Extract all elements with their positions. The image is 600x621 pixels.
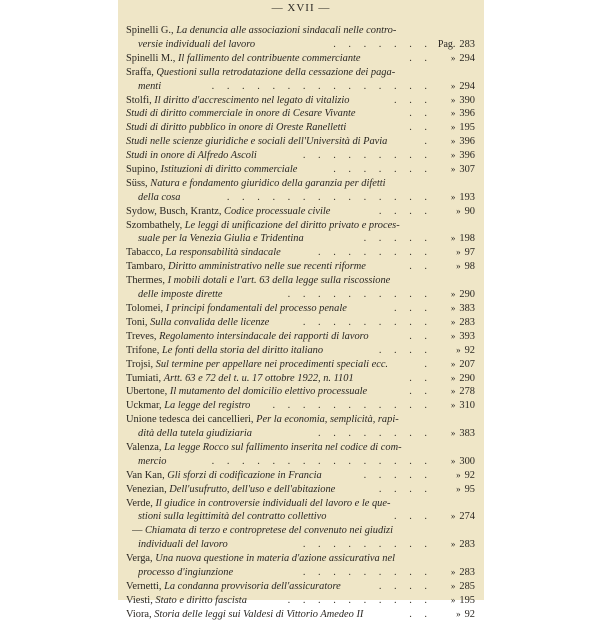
leader-dots: . [424, 136, 432, 148]
entry-author: Tambaro, [126, 261, 168, 273]
entry-text [138, 288, 222, 301]
page-prefix: » [450, 594, 456, 605]
page-prefix: » [456, 261, 461, 272]
entry-text [138, 538, 228, 551]
leader-dots: . . . . . [363, 233, 432, 245]
page-prefix: » [450, 108, 456, 119]
entry-title: delle imposte dirette [138, 289, 223, 301]
entry-title: suale per la Venezia Giulia e Tridentina [138, 233, 304, 245]
page-prefix: » [456, 469, 461, 480]
entry-line [126, 177, 484, 190]
entry-text [126, 302, 347, 315]
entry-author: Viesti, [126, 594, 156, 606]
entry-title: Sulla convalida delle licenze [150, 316, 270, 328]
page-number: 195 [459, 594, 475, 606]
page-prefix: » [450, 455, 456, 466]
page-reference [425, 385, 475, 398]
entry-title: Diritto amministrativo nelle sue recenti riforme [167, 261, 366, 273]
page-number: 393 [459, 330, 475, 342]
page-prefix: » [450, 122, 456, 133]
entry-author: Viora, [126, 608, 155, 620]
entry-line [126, 399, 484, 412]
entry-author: Tabacco, [126, 247, 166, 259]
page-prefix: » [450, 94, 456, 105]
page-reference [425, 149, 475, 162]
entry-line [126, 413, 484, 426]
leader-dots: . [424, 358, 432, 370]
leader-dots: . . . . . . . . . . [287, 594, 432, 606]
entry-text [126, 274, 390, 287]
entry-author: Szombathely, [126, 219, 185, 231]
page-header: — XVII — [271, 2, 331, 14]
entry-author: Toni, [126, 316, 151, 328]
entry-title: Chiamata di terzo e contropretese del convenuto nei giudizi [145, 525, 393, 537]
leader-dots: . . . . . . . . [318, 428, 432, 440]
leader-dots: . . . . . . . . [318, 247, 432, 259]
leader-dots: . . [409, 608, 432, 620]
page-number: 396 [459, 136, 475, 148]
entry-line [126, 52, 484, 65]
leader-dots: . . . . . . . . . . . . . . [226, 191, 432, 203]
entry-text [126, 260, 366, 273]
entry-author: Spinelli M., [126, 52, 178, 64]
page-reference [425, 135, 475, 148]
page-reference [425, 399, 475, 412]
leader-dots: . . . . . . . . . [302, 567, 432, 579]
leader-dots: . . [409, 122, 432, 134]
entry-text [126, 497, 390, 510]
entry-line [126, 580, 484, 593]
entry-line [126, 372, 484, 385]
page-prefix: » [456, 205, 461, 216]
page-reference [425, 80, 475, 93]
entry-text [126, 316, 269, 329]
entry-title: individuali del lavoro [138, 539, 228, 551]
entry-title: menti [138, 80, 162, 92]
entry-line [138, 566, 484, 579]
entry-author: — [132, 525, 145, 537]
entry-author: Thermes, [126, 275, 168, 287]
entry-line [126, 469, 484, 482]
page-prefix: » [450, 303, 456, 313]
entry-author: Treves, [126, 330, 160, 342]
entry-text [126, 149, 257, 162]
page-number: 198 [459, 233, 475, 245]
page-prefix: » [450, 150, 456, 161]
page-reference [425, 372, 475, 385]
entry-text [138, 510, 326, 523]
entry-title: Il fallimento del contribuente commerciante [177, 52, 361, 64]
entry-title: La responsabilità sindacale [165, 247, 281, 259]
entry-line [138, 538, 484, 551]
page-reference [425, 538, 475, 551]
entry-author: Tumiati, [126, 372, 164, 384]
leader-dots: . . . . . . . . . . [287, 289, 432, 301]
leader-dots: . . . . . . . . . . . [272, 400, 432, 412]
page-number: 92 [464, 608, 475, 620]
page-number: 193 [459, 191, 475, 203]
entry-author: Valenza, [126, 442, 165, 453]
entry-text [126, 372, 354, 385]
leader-dots: . . . . . . . . . . . . . . . [211, 80, 432, 92]
entry-text [138, 455, 166, 468]
page-number: 294 [459, 52, 475, 64]
entry-text [126, 441, 402, 454]
leader-dots: . . . . [378, 205, 432, 217]
page-reference [425, 483, 475, 496]
entry-title: della cosa [138, 191, 181, 203]
entry-author: Verga, [126, 553, 156, 565]
entry-line [126, 274, 484, 287]
entry-line [126, 24, 484, 37]
entry-text [126, 580, 341, 593]
entry-title: Per la economia, semplicità, rapi- [256, 414, 399, 426]
entry-author: Trifone, [126, 344, 162, 356]
page-prefix: » [450, 52, 456, 63]
entry-title: I mobili dotali e l'art. 63 della legge sulla riscossione [167, 275, 391, 287]
entry-line [126, 302, 484, 315]
entry-title: Una nuova questione in materia d'azione assicurativa nel [155, 553, 395, 565]
entry-title: Il giudice in controversie individuali del lavoro e le que- [155, 497, 391, 509]
entry-line [126, 441, 484, 454]
page-prefix: » [456, 483, 461, 494]
page-number: 283 [459, 539, 475, 551]
page-reference [425, 107, 475, 120]
entry-title: Il mutamento del domicilio elettivo processuale [169, 386, 368, 398]
leader-dots: . . . . . . . [333, 164, 432, 175]
entry-text [126, 246, 281, 259]
page-number: 283 [459, 38, 475, 50]
entry-author: Tolomei, [126, 303, 166, 314]
page-prefix: » [450, 372, 456, 383]
entry-line [126, 330, 484, 343]
page-number: 195 [459, 122, 475, 134]
page-prefix: » [456, 247, 461, 258]
page-number: 95 [464, 483, 475, 495]
entry-title: Artt. 63 e 72 del t. u. 17 ottobre 1922, n. 1101 [163, 372, 354, 384]
entry-author: Van Kan, [126, 469, 168, 481]
entry-author: Uckmar, [126, 400, 165, 412]
page-number: 383 [459, 303, 475, 314]
page-reference [425, 232, 475, 245]
page-prefix: » [450, 289, 456, 300]
entry-line [138, 510, 484, 523]
page-number: 90 [464, 205, 475, 217]
leader-dots: . . . [394, 511, 432, 523]
entry-line [138, 455, 484, 468]
entry-author: Süss, [126, 177, 151, 189]
entry-text [126, 344, 323, 357]
entry-title: I principi fondamentali del processo penale [165, 303, 347, 314]
entry-title: Storia delle leggi sui Valdesi di Vittorio Amedeo II [154, 608, 364, 620]
page-number: 307 [459, 164, 475, 175]
page-reference [425, 358, 475, 371]
leader-dots: . . [409, 52, 432, 64]
entry-line [138, 38, 484, 51]
leader-dots: . . [409, 330, 432, 342]
entry-title: Sul termine per appellare nei procedimenti speciali ecc. [155, 358, 389, 370]
page-number: 383 [459, 428, 475, 440]
entry-text [126, 552, 395, 565]
entry-title: Studi in onore di Alfredo Ascoli [126, 150, 257, 162]
entry-text [126, 483, 335, 496]
entry-title: dità della tutela giudiziaria [138, 428, 253, 440]
page-reference [425, 455, 475, 468]
page-reference [425, 288, 475, 301]
entry-text [126, 52, 361, 65]
entry-author: Sraffa, [126, 66, 157, 78]
entry-line [138, 288, 484, 301]
page-number: 274 [459, 511, 475, 523]
entry-title: Istituzioni di diritto commerciale [160, 164, 298, 175]
entry-author: Stolfi, [126, 94, 155, 106]
entry-line [126, 219, 484, 232]
entry-title: La condanna provvisoria dell'assicuratore [164, 581, 341, 592]
page-prefix: » [450, 428, 456, 439]
page-prefix: » [450, 233, 456, 244]
entry-line [138, 427, 484, 440]
entry-title: Il diritto d'accrescimento nel legato di vitalizio [154, 94, 350, 106]
page-reference [425, 510, 475, 523]
leader-dots: . . . . . . . . . [302, 539, 432, 551]
leader-dots: . . . . . . . . . . . . . . . [211, 455, 432, 467]
entry-line [126, 608, 484, 621]
page-reference [425, 316, 475, 329]
entry-text [138, 232, 304, 245]
page-number: 283 [459, 316, 475, 328]
entry-text [132, 524, 393, 537]
entry-author: Supino, [126, 164, 161, 175]
page-number: 396 [459, 150, 475, 162]
entry-line [126, 205, 484, 218]
entry-title: Dell'usufrutto, dell'uso e dell'abitazione [169, 483, 336, 495]
entry-text [126, 413, 399, 426]
entry-text [126, 94, 349, 107]
page-prefix: » [450, 316, 456, 327]
entry-text [138, 80, 161, 93]
page-prefix: » [456, 608, 461, 619]
entry-title: Le fonti della storia del diritto italiano [162, 344, 324, 356]
page-reference [425, 260, 475, 273]
leader-dots: . . [409, 108, 432, 120]
page-reference [425, 163, 475, 176]
entry-line [126, 483, 484, 496]
entry-text [138, 566, 233, 579]
leader-dots: . . . . [378, 483, 432, 495]
page-number: 207 [459, 358, 475, 370]
page-number: 285 [459, 581, 475, 592]
entry-text [126, 594, 247, 607]
entry-text [126, 469, 322, 482]
page-reference [425, 205, 475, 218]
page-reference [425, 566, 475, 579]
entry-title: Regolamento intersindacale dei rapporti di lavoro [159, 330, 369, 342]
page-reference [425, 52, 475, 65]
entry-line [126, 66, 484, 79]
entry-line [126, 385, 484, 398]
entry-line [126, 552, 484, 565]
entry-title: Studi nelle scienze giuridiche e sociali dell'Università di Pavia [126, 136, 388, 148]
page-number: 290 [459, 289, 475, 301]
page-reference [425, 427, 475, 440]
entry-title: Studi di diritto commerciale in onore di Cesare Vivante [126, 108, 356, 120]
entry-title: Le leggi di unificazione del diritto privato e proces- [184, 219, 400, 231]
page-prefix: » [450, 330, 456, 341]
entry-title: versie individuali del lavoro [138, 38, 256, 50]
entry-line [126, 316, 484, 329]
entry-author: Vernetti, [126, 581, 165, 592]
entry-text [126, 399, 250, 412]
page-number: 283 [459, 567, 475, 579]
entry-title: mercio [138, 455, 167, 467]
entry-title: La legge Rocco sul fallimento inserita nel codice di com- [164, 442, 402, 453]
page-prefix: » [450, 164, 456, 174]
entry-title: Codice processuale civile [224, 205, 331, 217]
page-reference [425, 344, 475, 357]
page-prefix: » [450, 358, 456, 369]
page-prefix: » [450, 400, 456, 411]
entry-text [126, 330, 369, 343]
page-number: 300 [459, 455, 475, 467]
entry-title: Studi di diritto pubblico in onore di Oreste Ranelletti [126, 122, 347, 134]
entry-author: Sydow, Busch, Krantz, [126, 205, 225, 217]
page-number: 97 [464, 247, 475, 259]
entry-line [126, 358, 484, 371]
entry-title: Natura e fondamento giuridico della garanzia per difetti [150, 177, 386, 189]
entry-line [138, 80, 484, 93]
entry-title: Stato e diritto fascista [155, 594, 247, 606]
leader-dots: . . . . [378, 581, 432, 592]
entry-text [126, 358, 388, 371]
leader-dots: . . [409, 261, 432, 273]
page-number: 92 [464, 469, 475, 481]
page-reference [425, 330, 475, 343]
entry-line [126, 94, 484, 107]
page-reference [425, 191, 475, 204]
entry-title: processo d'ingiunzione [138, 567, 234, 579]
page-prefix: » [450, 581, 456, 591]
page-prefix: » [456, 344, 461, 355]
entry-title: Questioni sulla retrodatazione della cessazione dei paga- [156, 66, 396, 78]
entry-line [126, 594, 484, 607]
entry-text [138, 427, 252, 440]
page-reference [425, 608, 475, 621]
entry-text [126, 107, 356, 120]
page-prefix: » [450, 80, 456, 91]
leader-dots: . . . . . . . . . [302, 150, 432, 162]
entry-line [126, 121, 484, 134]
page-number: 92 [464, 344, 475, 356]
page-reference [425, 594, 475, 607]
entry-author: Spinelli G., [126, 25, 177, 36]
entry-line [126, 497, 484, 510]
entry-line [126, 149, 484, 162]
page-reference [425, 94, 475, 107]
entry-text [126, 24, 396, 37]
entry-line [138, 191, 484, 204]
entry-title: stioni sulla legittimità del contratto collettivo [138, 511, 327, 523]
entry-line [126, 163, 484, 176]
page-number: 278 [459, 386, 475, 398]
entry-line [138, 232, 484, 245]
leader-dots: . . [409, 372, 432, 384]
entry-text [126, 205, 330, 218]
page-prefix: » [450, 539, 456, 550]
page-number: 294 [459, 80, 475, 92]
page-number: 98 [464, 261, 475, 273]
entry-text [126, 608, 363, 621]
entry-title: La legge del registro [164, 400, 251, 412]
entry-line [132, 524, 484, 537]
entry-line [126, 246, 484, 259]
leader-dots: . . [409, 386, 432, 398]
page-number: 290 [459, 372, 475, 384]
entry-line [126, 260, 484, 273]
entry-text [126, 177, 386, 190]
page-reference [425, 580, 475, 593]
page-reference [425, 302, 475, 315]
page-reference [425, 469, 475, 482]
entry-author: Unione tedesca dei cancellieri, [126, 414, 257, 426]
entry-line [126, 344, 484, 357]
entry-text [126, 385, 367, 398]
page-reference [425, 38, 475, 51]
entry-text [126, 163, 297, 176]
leader-dots: . . . [394, 303, 432, 314]
entry-text [138, 38, 255, 51]
entry-text [126, 121, 346, 134]
leader-dots: . . . [394, 94, 432, 106]
page-prefix: » [450, 191, 456, 202]
entry-author: Ubertone, [126, 386, 170, 398]
entry-line [126, 107, 484, 120]
page-prefix: » [450, 511, 456, 522]
entry-title: La denuncia alle associazioni sindacali nelle contro- [176, 25, 397, 36]
entry-title: Gli sforzi di codificazione in Francia [167, 469, 322, 481]
page-prefix: » [450, 386, 456, 397]
page-reference [425, 246, 475, 259]
entry-line [126, 135, 484, 148]
page-number: 310 [459, 400, 475, 412]
entry-text [126, 219, 400, 232]
page-prefix: » [450, 136, 456, 147]
leader-dots: . . . . . . . [333, 38, 432, 50]
page-number: 390 [459, 94, 475, 106]
page-reference [425, 121, 475, 134]
leader-dots: . . . . [378, 344, 432, 356]
leader-dots: . . . . . . . . . [302, 316, 432, 328]
page-prefix: Pag. [437, 38, 456, 50]
page-prefix: » [450, 567, 456, 578]
leader-dots: . . . . . [363, 469, 432, 481]
entry-text [138, 191, 180, 204]
book-page [118, 0, 484, 620]
entry-text [126, 135, 387, 148]
entry-text [126, 66, 395, 79]
entry-author: Verde, [126, 497, 156, 509]
entry-author: Trojsi, [126, 358, 156, 370]
entry-author: Venezian, [126, 483, 170, 495]
page-number: 396 [459, 108, 475, 120]
